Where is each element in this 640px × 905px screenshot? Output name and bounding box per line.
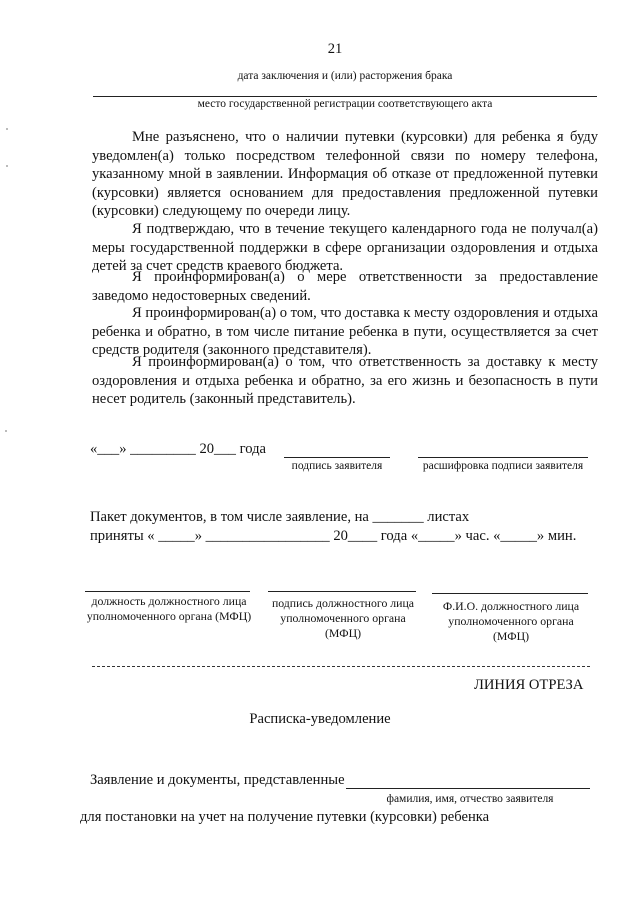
- paragraph-notification: Мне разъяснено, что о наличии путевки (курсовки) для ребенка я буду уведомлен(а) только посредством телефонной связи по номеру телефона, указанному мной в заявлении. Информация об отказе от предложенной путевки (курсовки) является основанием для предоставления предложенной путевки (курсовки) следующему по очереди лицу.: [92, 129, 598, 220]
- official-position-line: [85, 591, 250, 592]
- page-number: 21: [327, 41, 343, 57]
- paragraph-delivery-responsibility: Я проинформирован(а) о том, что ответственность за доставку к месту оздоровления и отдыха ребенка и обратно, за его жизнь и безопасность в пути несет родитель (законный представитель).: [92, 354, 598, 408]
- applicant-decoding-line: [418, 457, 588, 458]
- paragraph-support-confirmation: Я подтверждаю, что в течение текущего календарного года не получал(а) меры государственной поддержки в сфере организации оздоровления и отдыха детей за счет средств краевого бюджета.: [92, 221, 598, 275]
- applicant-signature-line: [284, 457, 390, 458]
- receipt-name-caption: фамилия, имя, отчество заявителя: [386, 793, 554, 805]
- applicant-signature-caption: подпись заявителя: [291, 460, 383, 472]
- paragraph-responsibility: Я проинформирован(а) о мере ответственности за предоставление заведомо недостоверных сведений.: [92, 269, 598, 304]
- receipt-title: Расписка-уведомление: [249, 711, 391, 727]
- official-name-line: [432, 593, 588, 594]
- official-signature-line: [268, 591, 416, 592]
- paragraph-delivery-cost: Я проинформирован(а) о том, что доставка к месту оздоровления и отдыха ребенка и обратно, в том числе питание ребенка в пути, осуществляется за счет средств родителя (законного представителя).: [92, 305, 598, 359]
- receipt-name-line: [346, 788, 590, 789]
- acceptance-line-1: Пакет документов, в том числе заявление, на _______ листах: [90, 509, 470, 525]
- official-signature-caption: подпись должностного лица уполномоченного органа (МФЦ): [271, 596, 415, 640]
- applicant-decoding-caption: расшифровка подписи заявителя: [422, 460, 584, 472]
- official-position-caption: должность должностного лица уполномоченного органа (МФЦ): [86, 594, 252, 623]
- scan-speck: [6, 128, 8, 130]
- cut-line: [92, 666, 590, 667]
- cut-line-label: ЛИНИЯ ОТРЕЗА: [474, 677, 584, 693]
- applicant-date-line: «___» _________ 20___ года: [90, 441, 266, 457]
- registration-place-line: [93, 96, 597, 97]
- acceptance-line-2: приняты « _____» _________________ 20____ года «_____» час. «_____» мин.: [90, 528, 577, 544]
- receipt-line-2: для постановки на учет на получение путевки (курсовки) ребенка: [80, 809, 490, 825]
- scan-speck: [5, 430, 7, 432]
- scan-speck: [6, 165, 8, 167]
- registration-place-caption: место государственной регистрации соответствующего акта: [197, 98, 493, 110]
- marriage-date-caption: дата заключения и (или) расторжения брака: [237, 70, 453, 82]
- receipt-line-1: Заявление и документы, представленные: [90, 772, 345, 788]
- official-name-caption: Ф.И.О. должностного лица уполномоченного органа (МФЦ): [442, 599, 580, 643]
